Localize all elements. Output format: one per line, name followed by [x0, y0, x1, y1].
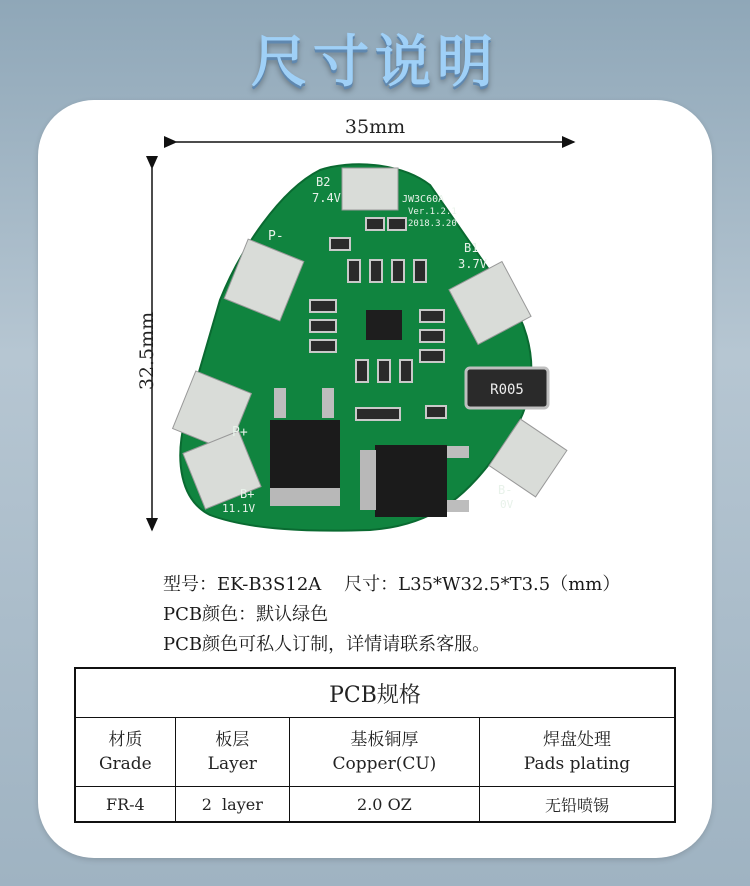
svg-text:Ver.1.2.1: Ver.1.2.1: [408, 207, 457, 217]
value-layer: 2 layer: [175, 787, 289, 823]
svg-text:B1: B1: [464, 241, 479, 255]
svg-text:B-: B-: [498, 483, 513, 497]
svg-text:2018.3.20: 2018.3.20: [408, 219, 457, 229]
header-grade: 材质 Grade: [75, 718, 175, 787]
ic-chip: [366, 310, 402, 340]
value-copper: 2.0 OZ: [289, 787, 479, 823]
svg-text:JW3C60A: JW3C60A: [402, 194, 445, 205]
page-title: 尺寸说明: [251, 30, 499, 95]
svg-text:3.7V: 3.7V: [458, 257, 487, 271]
svg-text:B2: B2: [316, 175, 331, 189]
svg-text:P-: P-: [268, 229, 284, 244]
table-caption: PCB规格: [75, 668, 675, 718]
width-label: 35mm: [344, 116, 406, 138]
svg-text:7.4V: 7.4V: [312, 191, 341, 205]
table-row: [75, 787, 675, 823]
svg-text:P+: P+: [232, 425, 248, 440]
svg-text:11.1V: 11.1V: [222, 502, 256, 515]
value-pads-plating: 无铅喷锡: [479, 787, 675, 823]
spec-model-size: 型号：EK-B3S12A 尺寸：L35*W32.5*T3.5（mm）: [163, 574, 621, 595]
height-label: 32.5mm: [136, 311, 158, 391]
svg-text:0V: 0V: [500, 498, 514, 511]
spec-pcb-color: PCB颜色：默认绿色: [163, 604, 329, 625]
svg-text:B+: B+: [240, 487, 255, 501]
spec-customization-note: PCB颜色可私人订制，详情请联系客服。: [163, 634, 491, 655]
pcb-spec-table: [74, 667, 676, 823]
pcb-board-image: [170, 160, 570, 540]
pad-b2: [342, 168, 398, 210]
header-copper: 基板铜厚 Copper(CU): [289, 718, 479, 787]
mosfet-right: [375, 445, 447, 517]
resistor-code: R005: [490, 382, 524, 398]
mosfet-left: [270, 420, 340, 488]
value-grade: FR-4: [75, 787, 175, 823]
header-layer: 板层 Layer: [175, 718, 289, 787]
header-pads-plating: 焊盘处理 Pads plating: [479, 718, 675, 787]
table-header-row: [75, 718, 675, 787]
